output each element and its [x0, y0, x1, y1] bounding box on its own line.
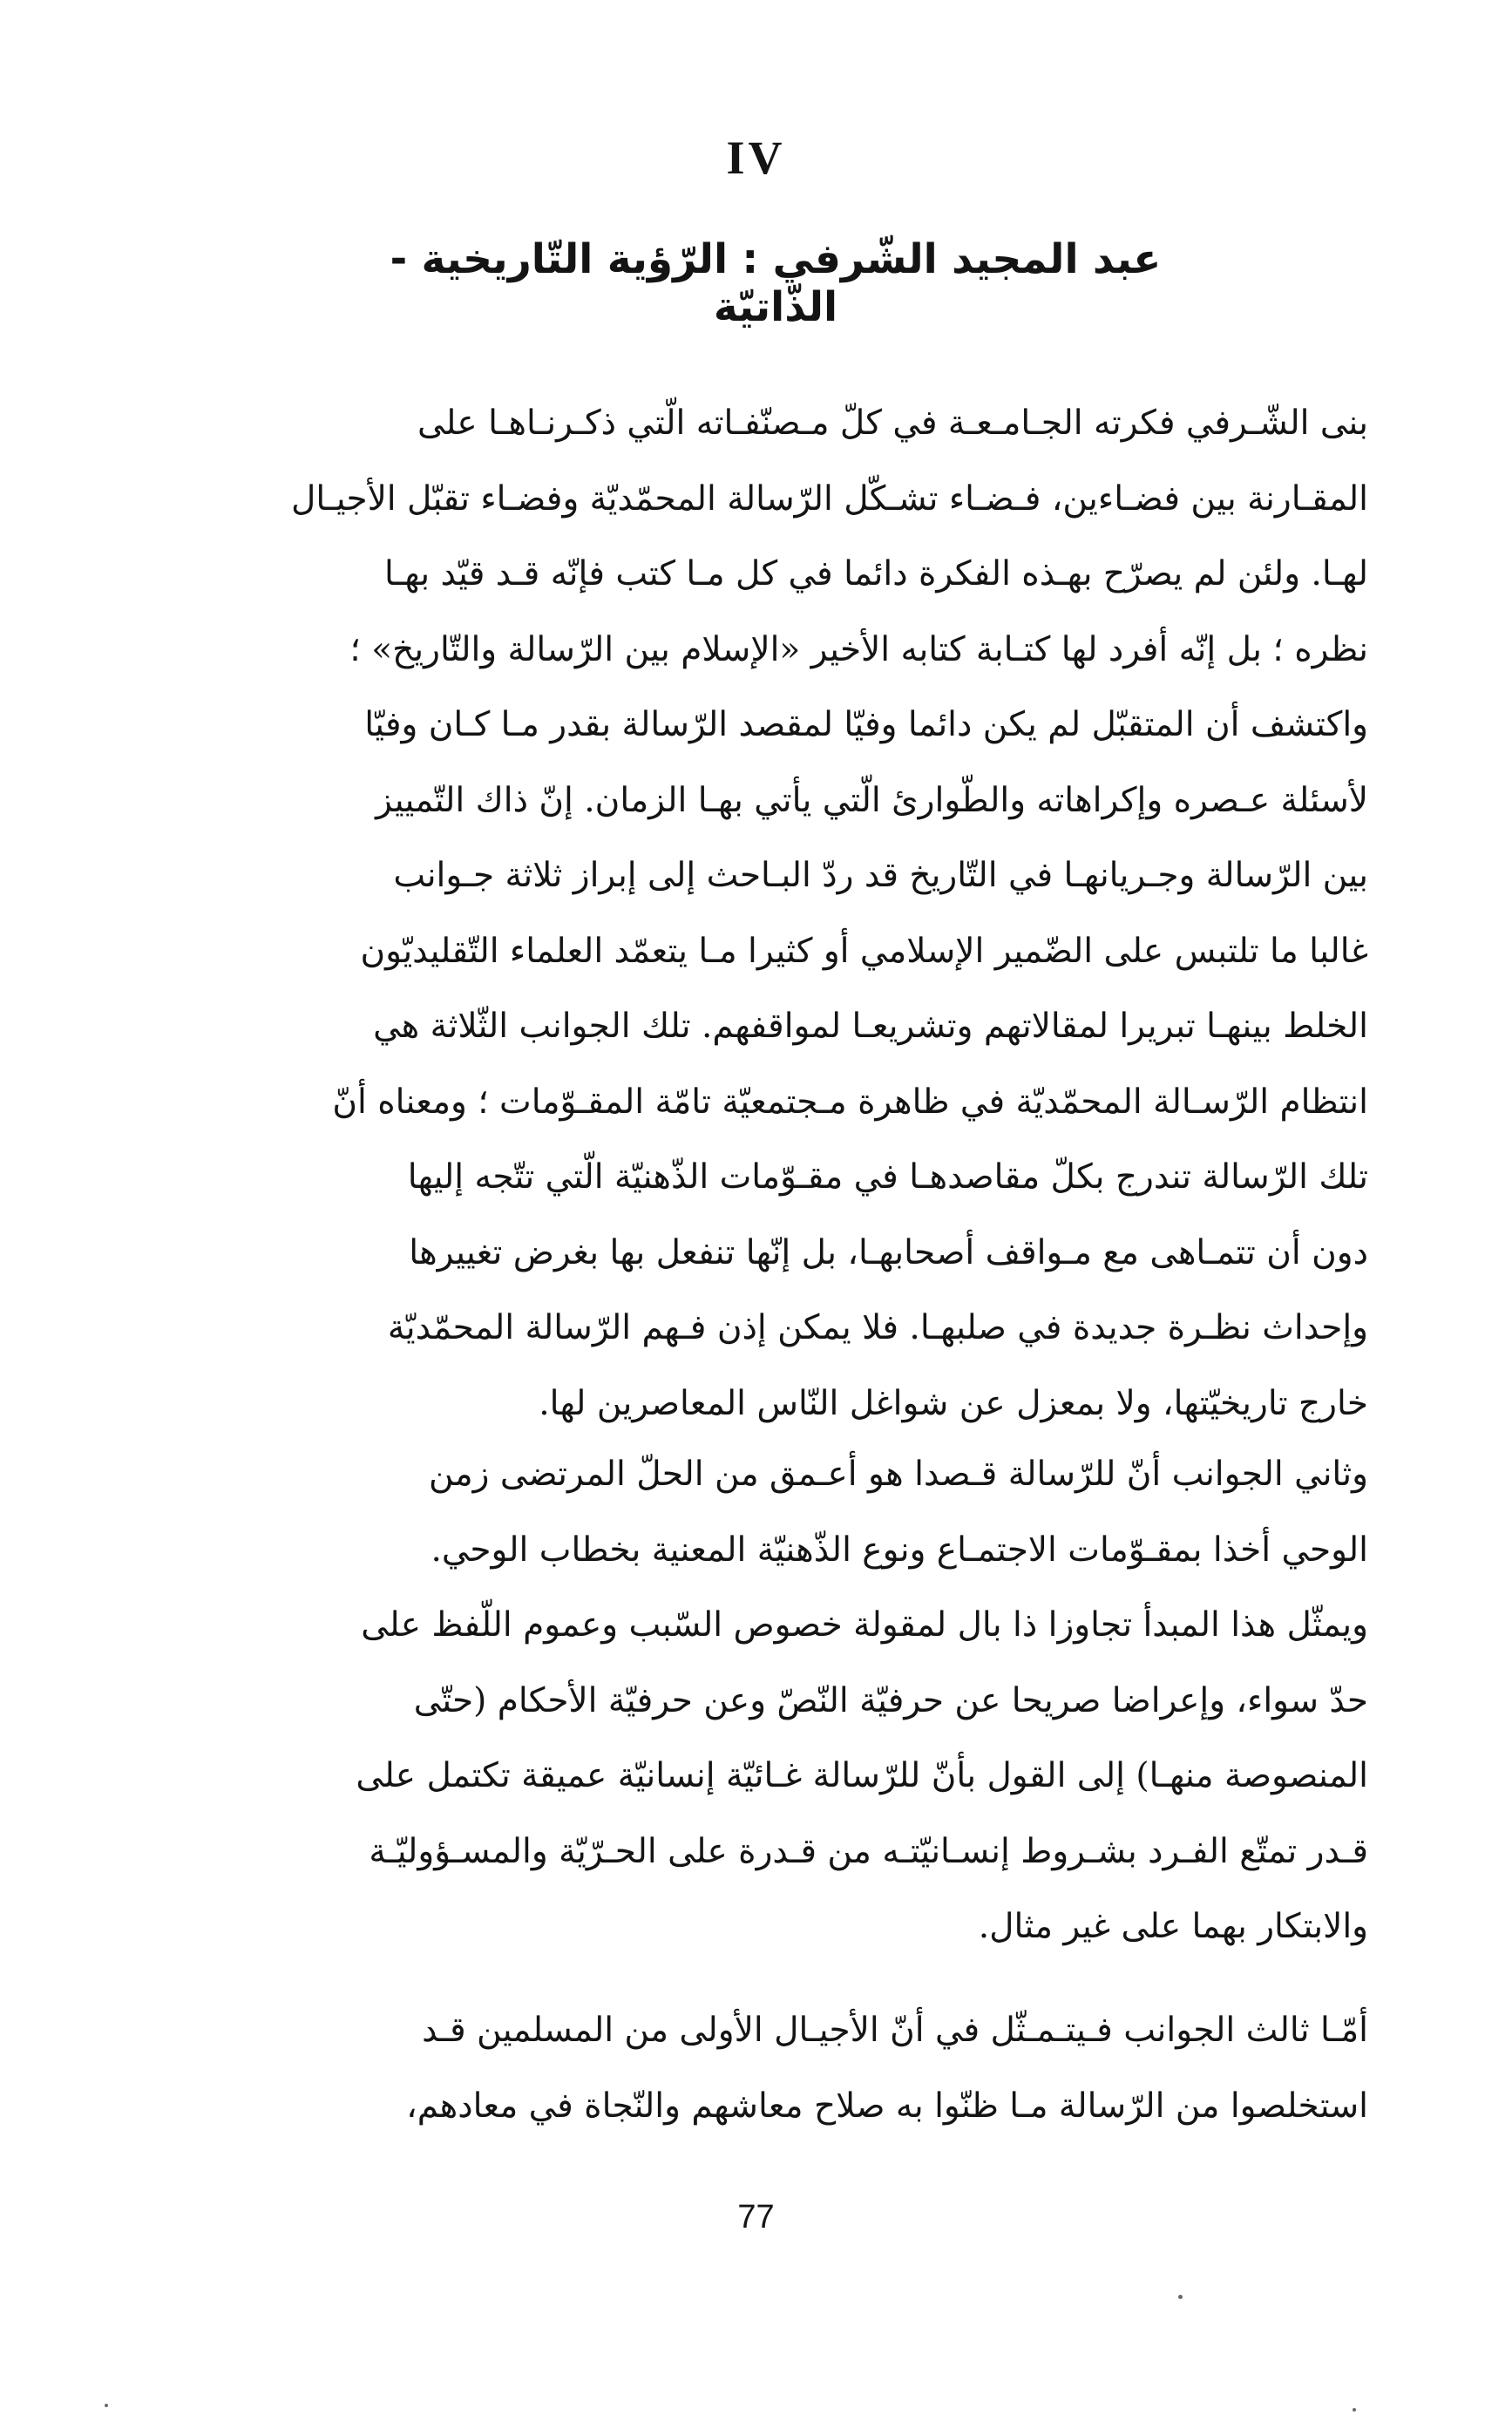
text-line: انتظام الرّسـالة المحمّديّة في ظاهرة مـجتمعيّة تامّة المقـوّمات ؛ ومعناه أنّ — [332, 1082, 1368, 1122]
text-line: واكتشف أن المتقبّل لم يكن دائما وفيّا لمقصد الرّسالة بقدر مـا كـان وفيّا — [364, 705, 1368, 744]
paragraph-1 — [170, 386, 1368, 1442]
page-number: 77 — [737, 2199, 775, 2235]
text-line: بنى الشّـرفي فكرته الجـامـعـة في كلّ مـصنّفـاته الّتي ذكـرنـاهـا على — [417, 404, 1368, 443]
text-line: نظره ؛ بل إنّه أفرد لها كتـابة كتابه الأخير «الإسلام بين الرّسالة والتّاريخ» ؛ — [349, 629, 1368, 669]
text-line: الخلط بينهـا تبريرا لمقالاتهم وتشريعـا لمواقفهم. تلك الجوانب الثّلاثة هي — [373, 1007, 1368, 1046]
text-line: المقـارنة بين فضـاءين، فـضـاء تشـكّل الرّسالة المحمّديّة وفضـاء تقبّل الأجيـال — [291, 478, 1368, 519]
scan-speck — [1353, 2408, 1356, 2412]
scan-speck — [1178, 2295, 1183, 2299]
text-line: وثاني الجوانب أنّ للرّسالة قـصدا هو أعـمق من الحلّ المرتضى زمن — [429, 1455, 1368, 1494]
text-line: لأسئلة عـصره وإكراهاته والطّوارئ الّتي يأتي بهـا الزمان. إنّ ذاك التّمييز — [376, 780, 1368, 820]
text-line: بين الرّسالة وجـريانهـا في التّاريخ قد ردّ البـاحث إلى إبراز ثلاثة جـوانب — [393, 856, 1368, 895]
text-line: قـدر تمتّع الفـرد بشـروط إنسـانيّتـه من قـدرة على الحـرّيّة والمسـؤوليّـة — [369, 1831, 1368, 1871]
text-line: أمّـا ثالث الجوانب فـيتـمـثّل في أنّ الأجيـال الأولى من المسلمين قـد — [422, 2011, 1368, 2050]
scan-speck — [105, 2404, 108, 2407]
paragraph-3 — [170, 1993, 1368, 2144]
chapter-title: عبد المجيد الشّرفي : الرّؤية التّاريخية - الذّاتيّة — [390, 235, 1162, 331]
text-line: دون أن تتمـاهى مع مـواقف أصحابهـا، بل إنّها تنفعل بها بغرض تغييرها — [409, 1232, 1368, 1272]
text-line: وإحداث نظـرة جديدة في صلبهـا. فلا يمكن إذن فـهم الرّسالة المحمّديّة — [387, 1308, 1368, 1347]
text-line: غالبا ما تلتبس على الضّمير الإسلامي أو كثيرا مـا يتعمّد العلماء التّقليديّون — [360, 931, 1368, 971]
text-line: خارج تاريخيّتها، ولا بمعزل عن شواغل النّاس المعاصرين لها. — [539, 1383, 1368, 1423]
text-line: لهـا. ولئن لم يصرّح بهـذه الفكرة دائما في كل مـا كتب فإنّه قـد قيّد بهـا — [383, 554, 1368, 594]
text-line: استخلصوا من الرّسالة مـا ظنّوا به صلاح معاشهم والنّجاة في معادهم، — [406, 2086, 1368, 2126]
text-line: تلك الرّسالة تندرج بكلّ مقاصدهـا في مقـوّمات الذّهنيّة الّتي تتّجه إليها — [407, 1157, 1368, 1197]
text-line: الوحي أخذا بمقـوّمات الاجتمـاع ونوع الذّهنيّة المعنية بخطاب الوحي. — [431, 1530, 1368, 1570]
paragraph-2 — [170, 1437, 1368, 1965]
chapter-number: IV — [726, 132, 786, 184]
text-line: حدّ سواء، وإعراضا صريحا عن حرفيّة النّصّ وعن حرفيّة الأحكام (حتّى — [413, 1680, 1368, 1720]
text-line: ويمثّل هذا المبدأ تجاوزا ذا بال لمقولة خصوص السّبب وعموم اللّفظ على — [361, 1605, 1368, 1645]
text-line: والابتكار بهما على غير مثال. — [978, 1907, 1368, 1946]
text-line: المنصوصة منهـا) إلى القول بأنّ للرّسالة غـائيّة إنسانيّة عميقة تكتمل على — [356, 1756, 1368, 1795]
